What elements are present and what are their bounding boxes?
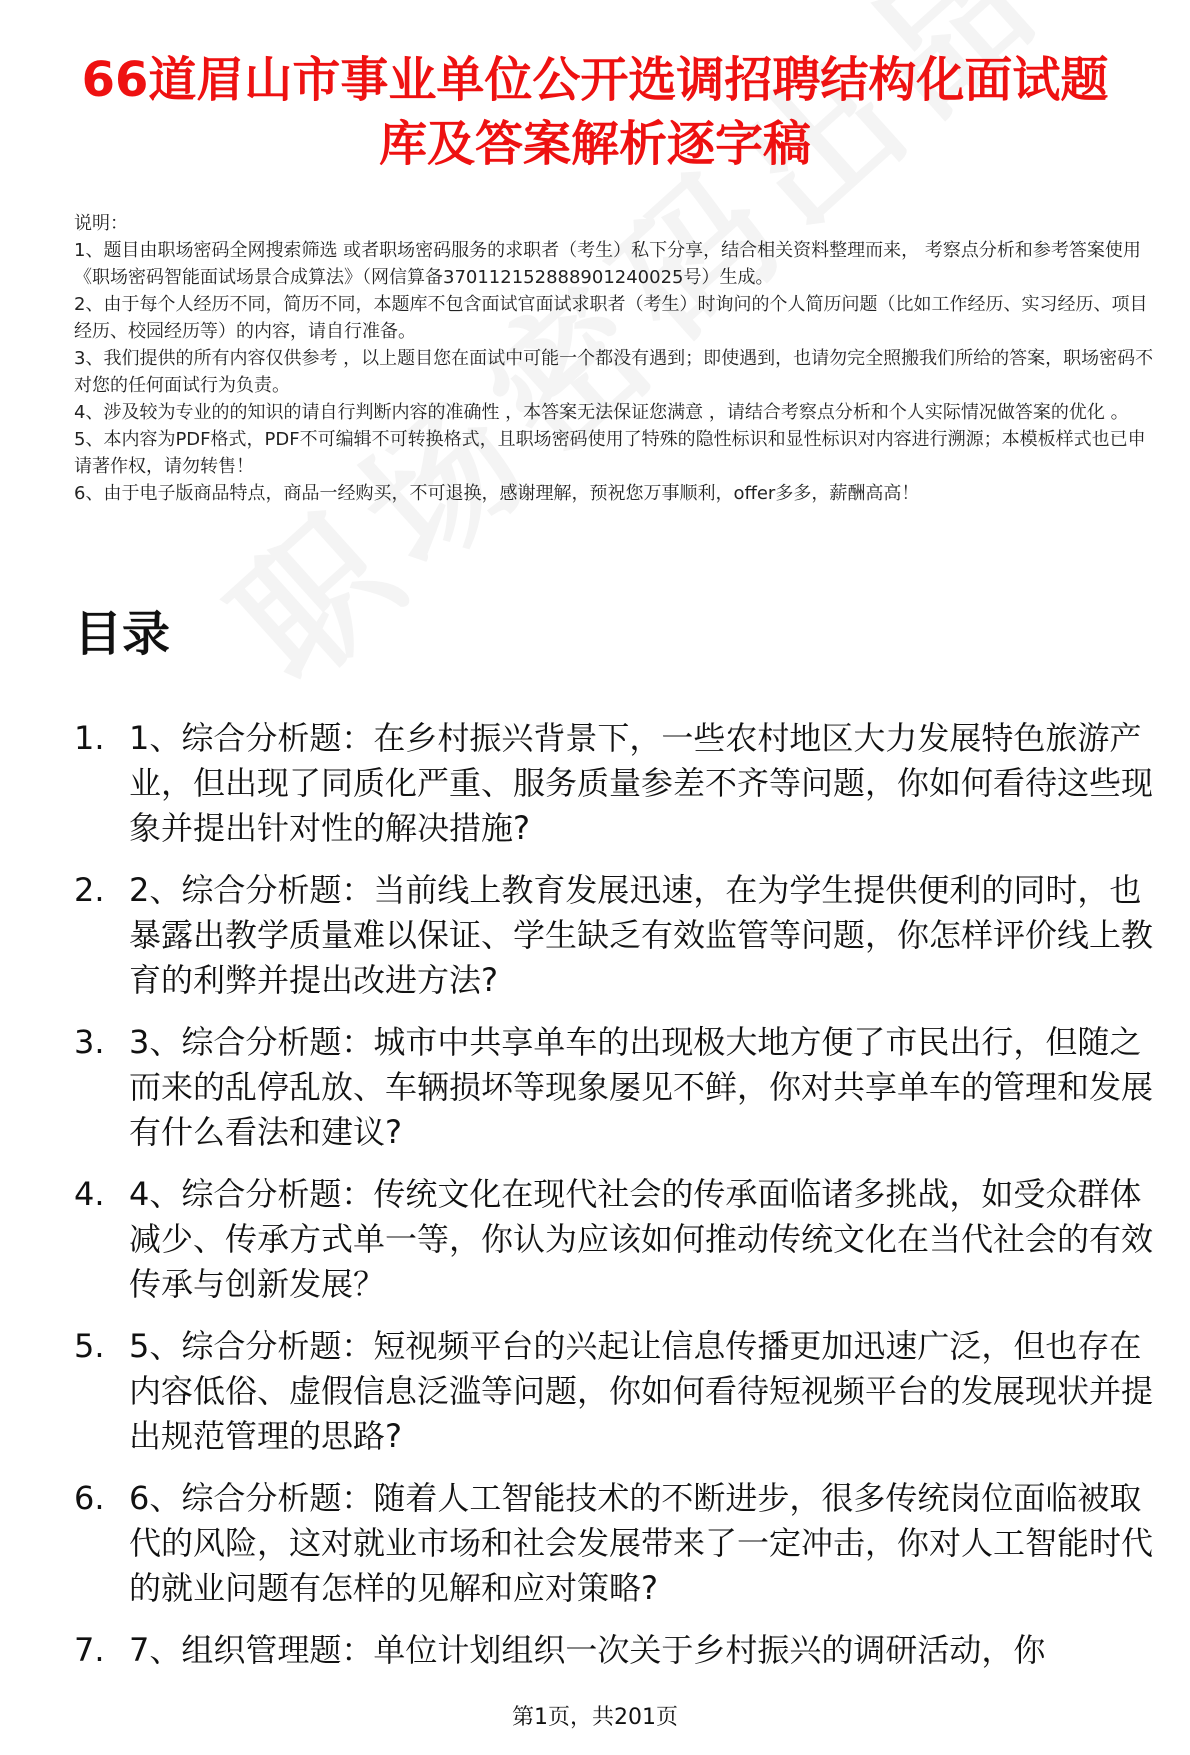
notes-heading: 说明：	[74, 213, 128, 234]
toc-item[interactable]	[74, 868, 1168, 1003]
note-item: 2、由于每个人经历不同，简历不同，本题库不包含面试官面试求职者（考生）时询问的个人简历问题（比如工作经历、实习经历、项目经历、校园经历等）的内容，请自行准备。	[74, 294, 1148, 342]
toc-item[interactable]	[74, 1324, 1168, 1459]
toc-item-number: 7.	[74, 1631, 105, 1669]
page-footer: 第1页，共201页	[512, 1705, 678, 1730]
toc-item-text[interactable]: 4、综合分析题：传统文化在现代社会的传承面临诸多挑战，如受众群体减少、传承方式单一等，你认为应该如何推动传统文化在当代社会的有效传承与创新发展？	[129, 1175, 1154, 1303]
note-item: 4、涉及较为专业的的知识的请自行判断内容的准确性 ，本答案无法保证您满意 ，请结合考察点分析和个人实际情况做答案的优化 。	[74, 402, 1129, 423]
toc-item[interactable]	[74, 1476, 1168, 1611]
toc-item-text[interactable]: 5、综合分析题：短视频平台的兴起让信息传播更加迅速广泛，但也存在内容低俗、虚假信息泛滥等问题，你如何看待短视频平台的发展现状并提出规范管理的思路?	[129, 1327, 1154, 1455]
toc-list	[74, 716, 1168, 1690]
toc-item-number: 6.	[74, 1479, 105, 1517]
toc-item[interactable]	[74, 716, 1168, 851]
toc-item-text[interactable]: 2、综合分析题：当前线上教育发展迅速，在为学生提供便利的同时，也暴露出教学质量难以保证、学生缺乏有效监管等问题，你怎样评价线上教育的利弊并提出改进方法?	[129, 871, 1154, 999]
note-item: 6、由于电子版商品特点，商品一经购买，不可退换，感谢理解，预祝您万事顺利，offer多多，薪酬高高！	[74, 483, 920, 504]
toc-item-text[interactable]: 1、综合分析题：在乡村振兴背景下，一些农村地区大力发展特色旅游产业，但出现了同质化严重、服务质量参差不齐等问题，你如何看待这些现象并提出针对性的解决措施?	[129, 719, 1154, 847]
toc-item-number: 4.	[74, 1175, 105, 1213]
toc-item-text[interactable]: 3、综合分析题：城市中共享单车的出现极大地方便了市民出行，但随之而来的乱停乱放、车辆损坏等现象屡见不鲜，你对共享单车的管理和发展有什么看法和建议?	[129, 1023, 1154, 1151]
toc-item-text[interactable]: 7、组织管理题：单位计划组织一次关于乡村振兴的调研活动，你	[129, 1631, 1046, 1669]
toc-item-number: 3.	[74, 1023, 105, 1061]
toc-item[interactable]	[74, 1172, 1168, 1307]
toc-item-number: 1.	[74, 719, 105, 757]
document-title: 66道眉山市事业单位公开选调招聘结构化面试题库及答案解析逐字稿	[81, 52, 1109, 172]
note-item: 5、本内容为PDF格式，PDF不可编辑不可转换格式，且职场密码使用了特殊的隐性标识和显性标识对内容进行溯源；本模板样式也已申请著作权，请勿转售！	[74, 429, 1146, 477]
toc-item-number: 2.	[74, 871, 105, 909]
toc-item[interactable]	[74, 1020, 1168, 1155]
toc-item-text[interactable]: 6、综合分析题：随着人工智能技术的不断进步，很多传统岗位面临被取代的风险，这对就业市场和社会发展带来了一定冲击，你对人工智能时代的就业问题有怎样的见解和应对策略?	[129, 1479, 1154, 1607]
note-item: 1、题目由职场密码全网搜索筛选 或者职场密码服务的求职者（考生）私下分享，结合相关资料整理而来， 考察点分析和参考答案使用《职场密码智能面试场景合成算法》（网信算备370112152888901240025号）生成。	[74, 240, 1141, 288]
note-item: 3、我们提供的所有内容仅供参考 ，以上题目您在面试中可能一个都没有遇到；即使遇到，也请勿完全照搬我们所给的答案，职场密码不对您的任何面试行为负责。	[74, 348, 1154, 396]
toc-heading: 目录	[74, 606, 171, 662]
toc-item[interactable]	[74, 1628, 1168, 1673]
notes-section	[74, 210, 1156, 507]
toc-item-number: 5.	[74, 1327, 105, 1365]
